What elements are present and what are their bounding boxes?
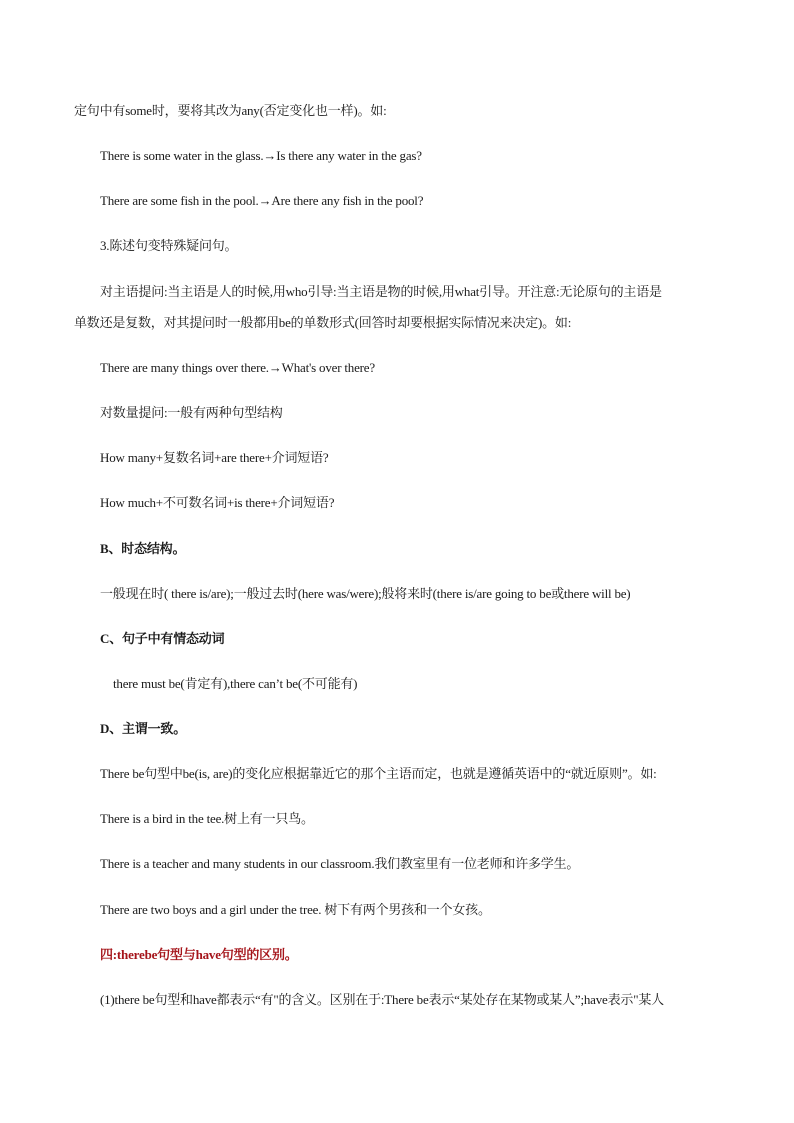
heading-special-question: 3.陈述句变特殊疑问句。 xyxy=(100,238,238,253)
paragraph-proximity-principle: There be句型中be(is, are)的变化应根据靠近它的那个主语而定，也就是遵循英语中的“就近原则”。如: xyxy=(100,766,657,781)
paragraph-some-any-rule: 定句中有some时，要将其改为any(否定变化也一样)。如: xyxy=(74,103,387,118)
paragraph-subject-question-1: 对主语提问:当主语是人的时候,用who引导:当主语是物的时候,用what引导。开注意:无论原句的主语是 xyxy=(100,284,662,299)
paragraph-quantity-question: 对数量提问:一般有两种句型结构 xyxy=(100,405,283,420)
paragraph-subject-question-2: 单数还是复数，对其提问时一般都用be的单数形式(回答时却要根据实际情况来决定)。如: xyxy=(74,315,572,330)
heading-modal-verbs: C、句子中有情态动词 xyxy=(100,631,225,646)
example-teacher-students: There is a teacher and many students in our classroom.我们教室里有一位老师和许多学生。 xyxy=(100,856,580,871)
example-modal-verbs: there must be(肯定有),there can’t be(不可能有) xyxy=(113,676,358,691)
heading-there-be-vs-have: 四:therebe句型与have句型的区别。 xyxy=(100,947,298,962)
example-boys-girl: There are two boys and a girl under the tree. 树下有两个男孩和一个女孩。 xyxy=(100,902,491,917)
example-water-glass: There is some water in the glass.→Is there any water in the gas? xyxy=(100,148,422,163)
paragraph-there-be-vs-have: (1)there be句型和have都表示“有"的含义。区别在于:There be表示“某处存在某物或某人”;have表示"某人 xyxy=(100,992,664,1007)
example-fish-pool: There are some fish in the pool.→Are there any fish in the pool? xyxy=(100,193,424,208)
paragraph-tenses: 一般现在时( there is/are);一般过去时(here was/were);般将来时(there is/are going to be或there will be) xyxy=(100,586,631,601)
example-bird-tree: There is a bird in the tee.树上有一只鸟。 xyxy=(100,811,314,826)
heading-tense-structure: B、时态结构。 xyxy=(100,541,186,556)
pattern-how-many: How many+复数名词+are there+介词短语? xyxy=(100,450,329,465)
example-things-over-there: There are many things over there.→What's over there? xyxy=(100,360,375,375)
heading-subject-verb-agreement: D、主谓一致。 xyxy=(100,721,186,736)
pattern-how-much: How much+不可数名词+is there+介词短语? xyxy=(100,495,335,510)
